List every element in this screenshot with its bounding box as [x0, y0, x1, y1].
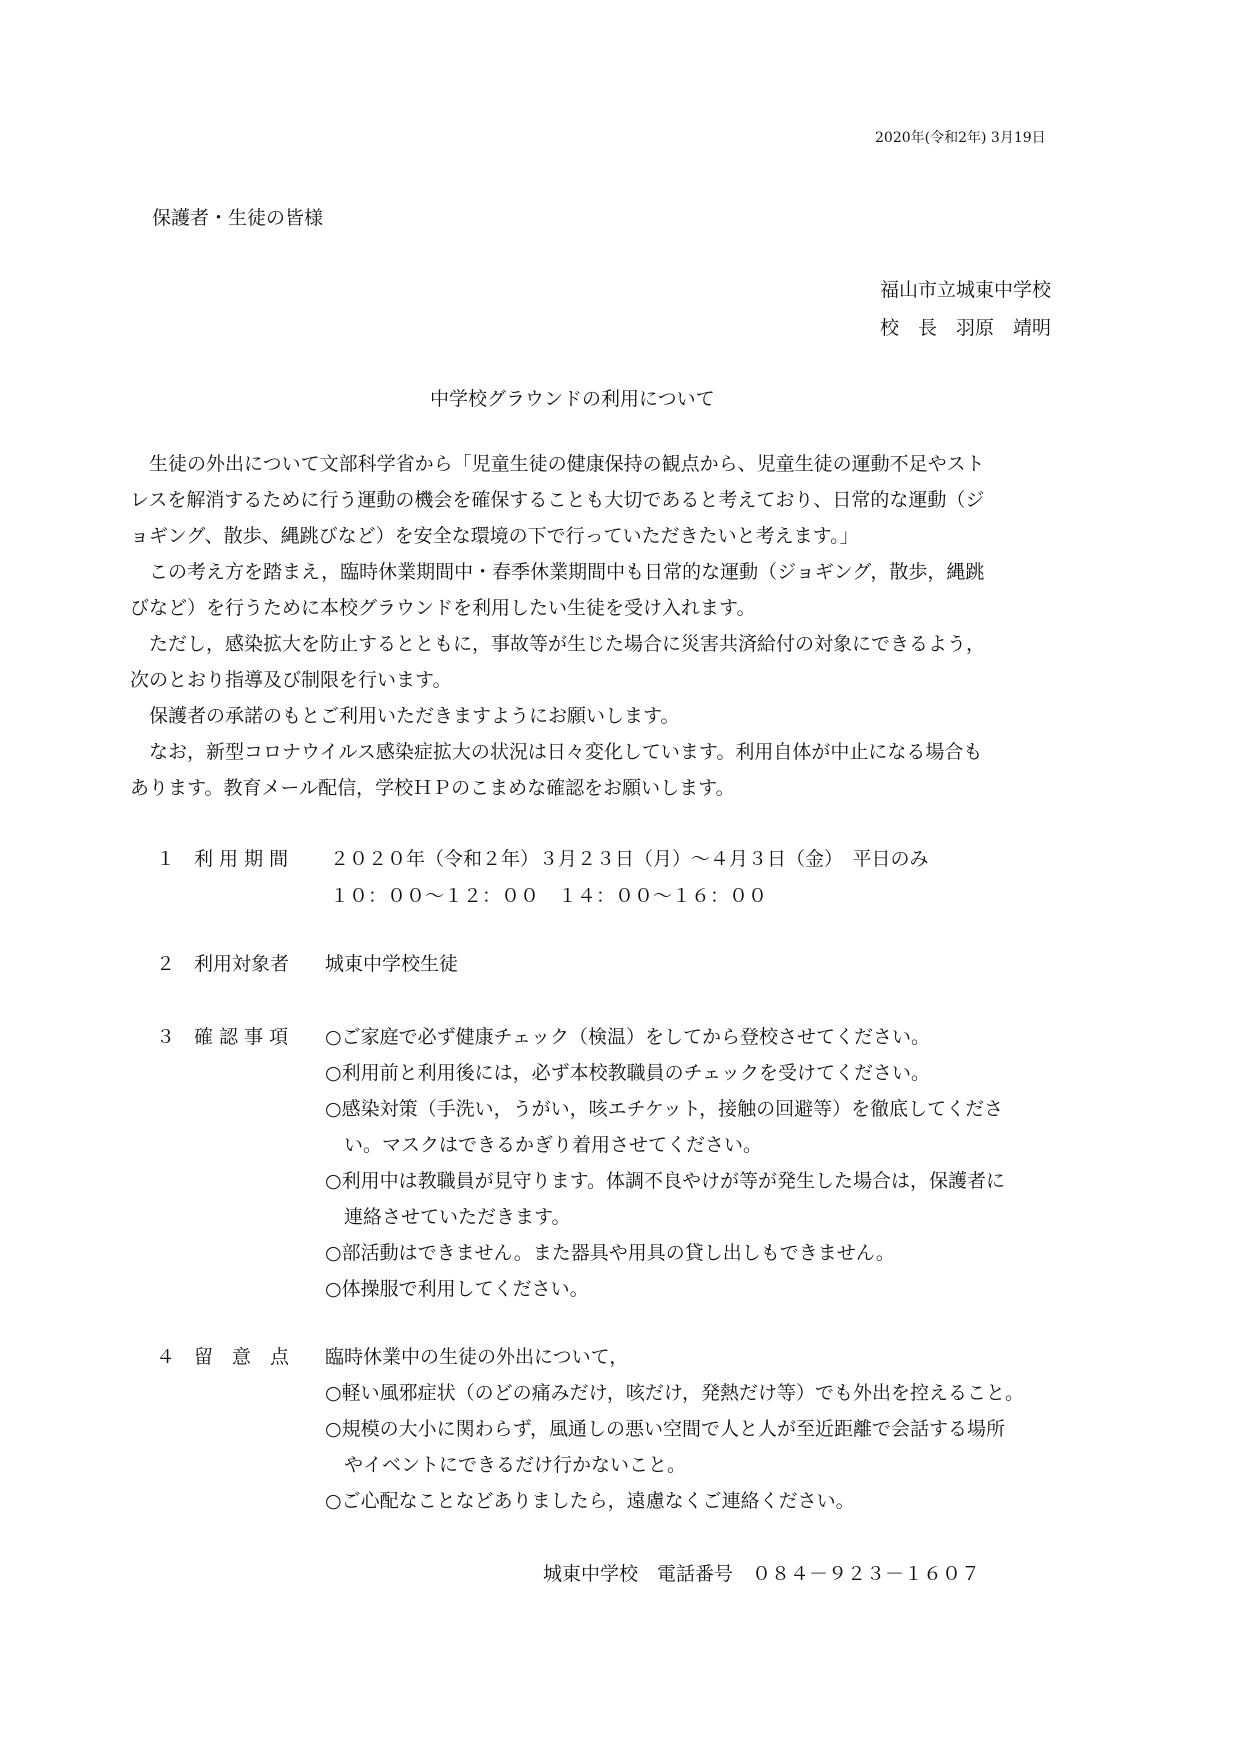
section-line: １０：００～１２：００ １４：００～１６：００	[330, 885, 768, 907]
body-line: この考え方を踏まえ，臨時休業期間中・春季休業期間中も日常的な運動（ジョギング，散歩，縄跳	[130, 561, 985, 583]
body-line: 生徒の外出について文部科学省から「児童生徒の健康保持の観点から、児童生徒の運動不足やスト	[130, 453, 985, 475]
section-line: ○体操服で利用してください。	[325, 1278, 589, 1300]
section-line: ○利用前と利用後には，必ず本校教職員のチェックを受けてください。	[325, 1062, 931, 1084]
body-line: 保護者の承諾のもとご利用いただきますようにお願いします。	[130, 705, 680, 727]
section-label: ３ 確 認 事 項	[156, 1026, 289, 1048]
body-line: ただし，感染拡大を防止するとともに，事故等が生じた場合に災害共済給付の対象にできるよう，	[130, 633, 986, 655]
document-title: 中学校グラウンドの利用について	[430, 388, 715, 410]
section-line: ○感染対策（手洗い，うがい，咳エチケット，接触の回避等）を徹底してくださ	[325, 1098, 1004, 1120]
body-line: びなど）を行うために本校グラウンドを利用したい生徒を受け入れます。	[130, 597, 756, 619]
addressee: 保護者・生徒の皆様	[152, 207, 324, 229]
body-line: ョギング、散歩、縄跳びなど）を安全な環境の下で行っていただきたいと考えます。」	[130, 525, 859, 547]
section-label: ４ 留 意 点	[156, 1346, 290, 1368]
section-line: ○利用中は教職員が見守ります。体調不良やけが等が発生した場合は，保護者に	[325, 1170, 1006, 1192]
principal-name: 校 長 羽原 靖明	[880, 317, 1052, 339]
section-label: １ 利 用 期 間	[156, 848, 289, 870]
section-line: やイベントにできるだけ行かないこと。	[325, 1454, 687, 1476]
section-line: 城東中学校生徒	[325, 953, 459, 975]
section-line: ○規模の大小に関わらず，風通しの悪い空間で人と人が至近距離で会話する場所	[325, 1418, 1006, 1440]
body-line: あります。教育メール配信，学校ＨＰのこまめな確認をお願いします。	[130, 777, 735, 799]
body-line: レスを解消するために行う運動の機会を確保することも大切であると考えており、日常的な運動（ジ	[130, 489, 985, 511]
section-label: ２ 利用対象者	[156, 953, 290, 975]
section-line: ○軽い風邪症状（のどの痛みだけ，咳だけ，発熱だけ等）でも外出を控えること。	[325, 1382, 1025, 1404]
footer-contact: 城東中学校 電話番号 ０８４－９２３－１６０７	[543, 1563, 981, 1585]
section-line: 臨時休業中の生徒の外出について，	[325, 1346, 629, 1368]
section-line: ○部活動はできません。また器具や用具の貸し出しもできません。	[325, 1242, 895, 1264]
section-line: い。マスクはできるかぎり着用させてください。	[325, 1134, 763, 1156]
document-date: 2020年(令和2年) 3月19日	[875, 130, 1046, 146]
body-line: なお，新型コロナウイルス感染症拡大の状況は日々変化しています。利用自体が中止になる場合も	[130, 741, 983, 763]
section-line: ２０２０年（令和２年）３月２３日（月）～４月３日（金） 平日のみ	[330, 848, 929, 870]
section-line: 連絡させていただきます。	[325, 1206, 571, 1228]
body-line: 次のとおり指導及び制限を行います。	[130, 669, 452, 691]
school-name: 福山市立城東中学校	[880, 279, 1052, 301]
section-line: ○ご心配なことなどありましたら，遠慮なくご連絡ください。	[325, 1490, 855, 1512]
section-line: ○ご家庭で必ず健康チェック（検温）をしてから登校させてください。	[325, 1026, 931, 1048]
